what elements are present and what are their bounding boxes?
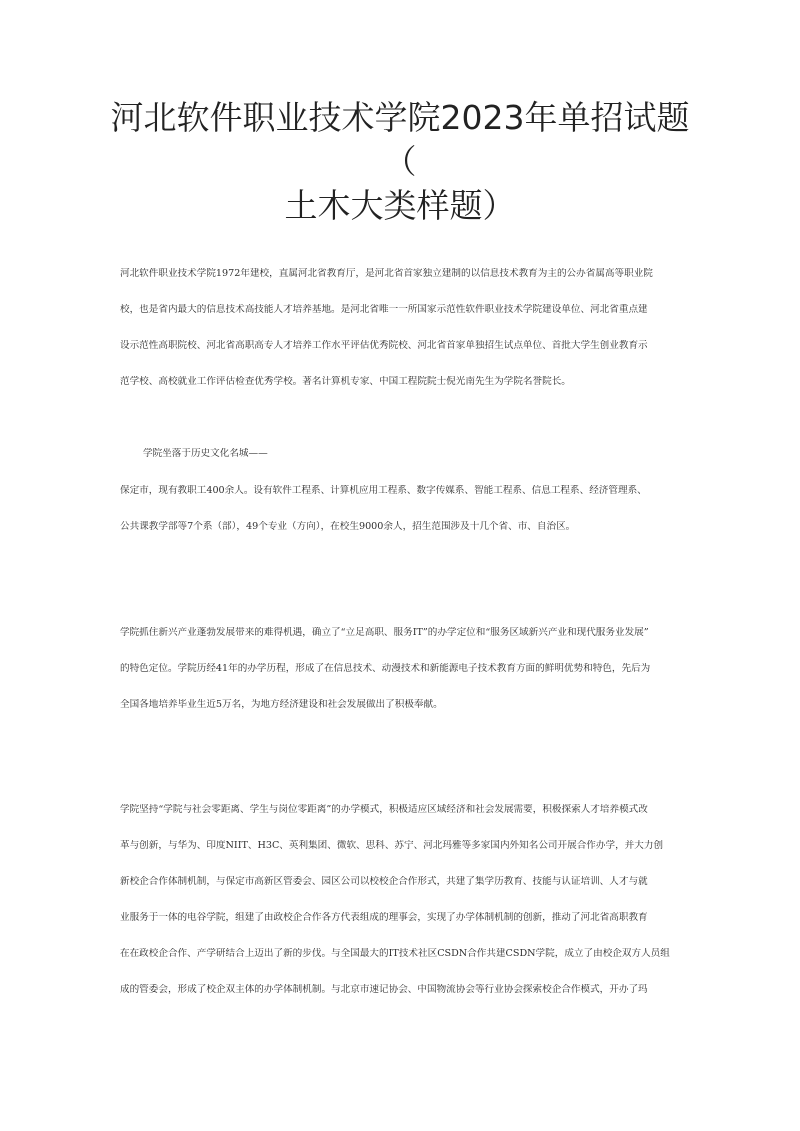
paragraph-line: 成的管委会，形成了校企双主体的办学体制机制。与北京市速记协会、中国物流协会等行业协会探索校企合作模式，开办了玛 [120,984,648,995]
paragraph-line: 公共课教学部等7个系（部），49个专业（方向），在校生9000余人，招生范围涉及十几个省、市、自治区。 [120,521,576,532]
paragraph-line: 新校企合作体制机制，与保定市高新区管委会、园区公司以校校企合作形式，共建了集学历教育、技能与认证培训、人才与就 [120,876,648,887]
paragraph-line: 业服务于一体的电谷学院，组建了由政校企合作各方代表组成的理事会，实现了办学体制机制的创新，推动了河北省高职教育 [120,912,648,923]
title-line-2: 土木大类样题） [284,186,516,225]
paragraph-positioning [120,627,688,711]
paragraph-intro [120,268,688,388]
paragraph-location [120,485,688,533]
paragraph-line: 学院坚持“学院与社会零距离、学生与岗位零距离”的办学模式，积极适应区域经济和社会发展需要，积极探索人才培养模式改 [120,804,648,815]
paragraph-line: 学院坐落于历史文化名城—— [143,448,268,459]
paragraph-line: 范学校、高校就业工作评估检查优秀学校。著名计算机专家、中国工程院院士倪光南先生为学院名誉院长。 [120,376,571,387]
paragraph-line: 保定市，现有教职工400余人。设有软件工程系、计算机应用工程系、数字传媒系、智能工程系、信息工程系、经济管理系、 [120,485,647,496]
paragraph-line: 校，也是省内最大的信息技术高技能人才培养基地。是河北省唯一一所国家示范性软件职业技术学院建设单位、河北省重点建 [120,304,648,315]
paragraph-line: 学院抓住新兴产业蓬勃发展带来的难得机遇，确立了“立足高职、服务IT”的办学定位和“服务区域新兴产业和现代服务业发展” [120,627,649,638]
paragraph-line: 河北软件职业技术学院1972年建校，直属河北省教育厅，是河北省首家独立建制的以信息技术教育为主的公办省属高等职业院 [120,268,653,279]
paragraph-line: 的特色定位。学院历经41年的办学历程，形成了在信息技术、动漫技术和新能源电子技术教育方面的鲜明优势和特色，先后为 [120,663,651,674]
paragraph-line: 全国各地培养毕业生近5万名，为地方经济建设和社会发展做出了积极奉献。 [120,699,443,710]
title-line-1: 河北软件职业技术学院2023年单招试题（ [110,98,690,181]
paragraph-line: 设示范性高职院校、河北省高职高专人才培养工作水平评估优秀院校、河北省首家单独招生试点单位、首批大学生创业教育示 [120,340,648,351]
paragraph-line: 在在政校企合作、产学研结合上迈出了新的步伐。与全国最大的IT技术社区CSDN合作共建CSDN学院，成立了由校企双方人员组 [120,948,670,959]
paragraph-line: 革与创新，与华为、印度NIIT、H3C、英利集团、微软、思科、苏宁、河北玛雅等多家国内外知名公司开展合作办学，并大力创 [120,840,664,851]
paragraph-location-lead [143,448,711,460]
paragraph-cooperation [120,804,688,996]
document-title [100,96,700,228]
